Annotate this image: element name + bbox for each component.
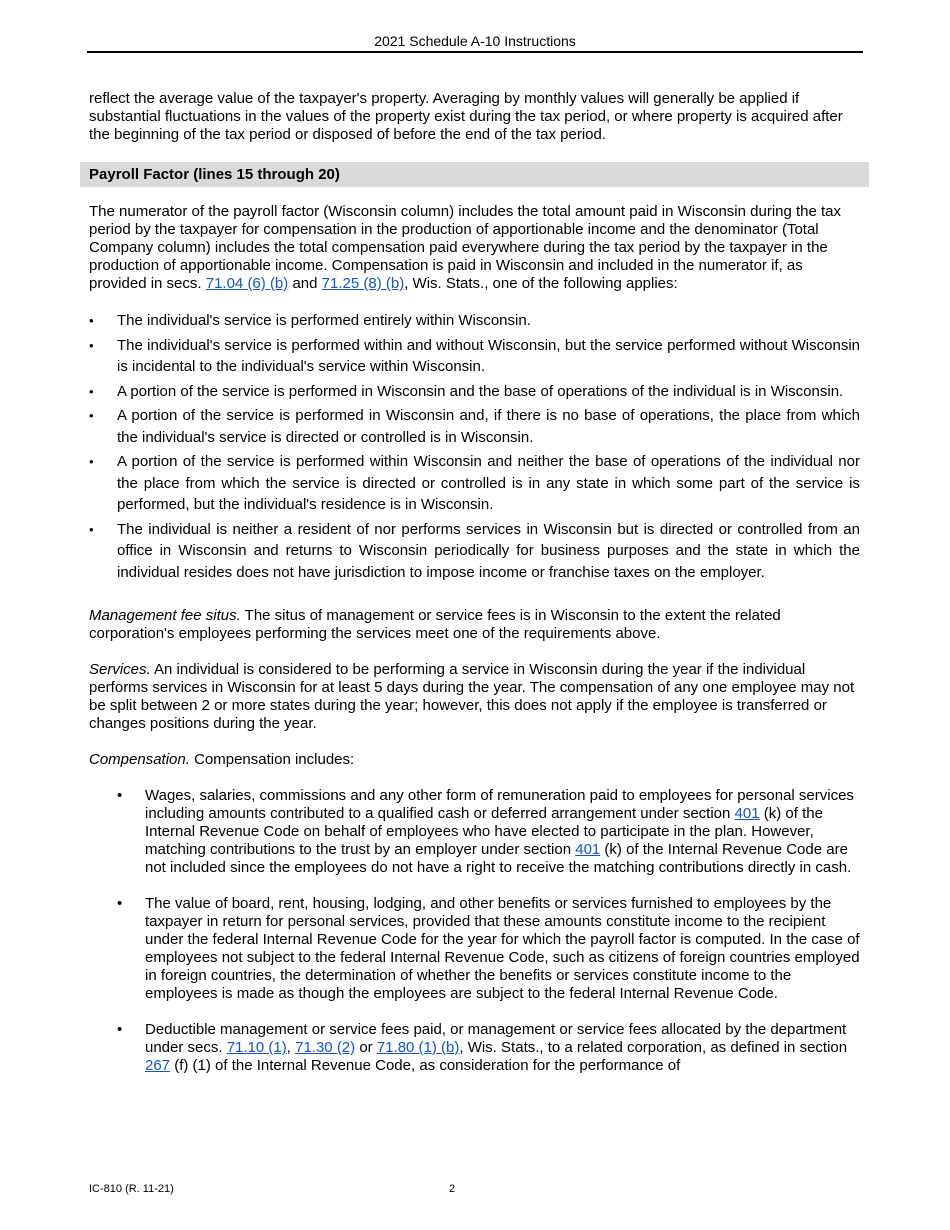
page-header xyxy=(87,33,863,53)
item-text: or xyxy=(355,1039,377,1056)
payroll-conditions-list xyxy=(89,310,860,583)
link-71-04-6-b[interactable]: 71.04 (6) (b) xyxy=(205,275,289,292)
page-content xyxy=(89,90,860,1093)
management-fee-text: The situs of management or service fees is in Wisconsin to the extent the related corporation's employees performing the services meet one of the requirements above. xyxy=(89,607,781,642)
link-401[interactable]: 401 xyxy=(734,805,760,822)
list-item: • The individual's service is performed entirely within Wisconsin. xyxy=(89,310,860,332)
compensation-text: Compensation includes: xyxy=(189,751,355,768)
list-item: • A portion of the service is performed in Wisconsin and, if there is no base of operations, the place from which the individual's service is directed or controlled is in Wisconsin. xyxy=(89,405,860,448)
payroll-text: , Wis. Stats., one of the following applies: xyxy=(404,275,678,292)
payroll-text: The numerator of the payroll factor (Wisconsin column) includes the total amount paid in Wisconsin during the tax period by the taxpayer for compensation in the production of apportionable income and the denominator (Total Company column) includes the total compensation paid everywhere during the tax period by the taxpayer in the production of apportionable income. Compensation is paid in Wisconsin and included in the numerator if, as provided in secs. xyxy=(89,203,842,292)
payroll-paragraph xyxy=(89,203,860,293)
header-title: 2021 Schedule A-10 Instructions xyxy=(374,33,576,49)
section-heading-payroll xyxy=(80,162,869,187)
item-text: (f) (1) of the Internal Revenue Code, as consideration for the performance of xyxy=(170,1057,681,1074)
footer-page-number: 2 xyxy=(449,1183,456,1195)
list-item: • The individual is neither a resident of nor performs services in Wisconsin but is directed or controlled from an office in Wisconsin and returns to Wisconsin periodically for business purposes and the state in which the individual resides does not have jurisdiction to impose income or franchise taxes on the employer. xyxy=(89,519,860,584)
link-71-30-2[interactable]: 71.30 (2) xyxy=(295,1039,356,1056)
list-item xyxy=(89,1021,860,1075)
link-267[interactable]: 267 xyxy=(145,1057,171,1074)
management-fee-paragraph xyxy=(89,607,860,643)
list-item xyxy=(89,787,860,877)
item-text: , Wis. Stats., to a related corporation, as defined in section xyxy=(459,1039,848,1056)
item-text: Deductible management or service fees paid, or management or service fees allocated by the department under secs. xyxy=(145,1021,847,1056)
management-fee-label: Management fee situs. xyxy=(89,607,241,624)
section-title: Payroll Factor (lines 15 through 20) xyxy=(89,166,340,183)
services-paragraph xyxy=(89,661,860,733)
link-71-10-1[interactable]: 71.10 (1) xyxy=(226,1039,287,1056)
item-text: , xyxy=(286,1039,296,1056)
item-text: Wages, salaries, commissions and any other form of remuneration paid to employees for personal services including amounts contributed to a qualified cash or deferred arrangement under section xyxy=(145,787,854,822)
compensation-label: Compensation. xyxy=(89,751,190,768)
services-label: Services. xyxy=(89,661,151,678)
payroll-text: and xyxy=(288,275,322,292)
link-71-25-8-b[interactable]: 71.25 (8) (b) xyxy=(321,275,405,292)
services-text: An individual is considered to be performing a service in Wisconsin during the year if the individual performs services in Wisconsin for at least 5 days during the year. The compensation of any one employee may not be split between 2 or more states during the year; however, this does not apply if the employee is transferred or changes positions during the year. xyxy=(89,661,855,732)
link-401[interactable]: 401 xyxy=(575,841,601,858)
link-71-80-1-b[interactable]: 71.80 (1) (b) xyxy=(376,1039,460,1056)
item-text: (k) of the Internal Revenue Code are not included since the employees do not have a right to receive the matching contributions directly in cash. xyxy=(145,841,852,876)
list-item: • A portion of the service is performed within Wisconsin and neither the base of operations of the individual nor the place from which the service is directed or controlled is in any state in which some part of the service is performed, but the individual's residence is in Wisconsin. xyxy=(89,451,860,516)
item-text: (k) of the Internal Revenue Code on behalf of employees who have elected to participate in the plan. However, matching contributions to the trust by an employer under section xyxy=(145,805,823,858)
list-item: • A portion of the service is performed in Wisconsin and the base of operations of the individual is in Wisconsin. xyxy=(89,381,860,403)
intro-paragraph: reflect the average value of the taxpayer's property. Averaging by monthly values will generally be applied if substantial fluctuations in the values of the property exist during the tax period, or where property is acquired after the beginning of the tax period or disposed of before the end of the tax period. xyxy=(89,90,843,143)
footer-form-number: IC-810 (R. 11-21) xyxy=(89,1183,174,1195)
compensation-list xyxy=(89,787,860,1075)
compensation-paragraph xyxy=(89,751,860,769)
list-item: • The individual's service is performed within and without Wisconsin, but the service performed without Wisconsin is incidental to the individual's service within Wisconsin. xyxy=(89,335,860,378)
list-item: • The value of board, rent, housing, lodging, and other benefits or services furnished to employees by the taxpayer in return for personal services, provided that these amounts constitute income to the recipient under the federal Internal Revenue Code for the year for which the payroll factor is computed. In the case of employees not subject to the federal Internal Revenue Code, such as citizens of foreign countries employed in foreign countries, the determination of whether the benefits or services constitute income to the employees is made as though the employees are subject to the federal Internal Revenue Code. xyxy=(89,895,860,1003)
